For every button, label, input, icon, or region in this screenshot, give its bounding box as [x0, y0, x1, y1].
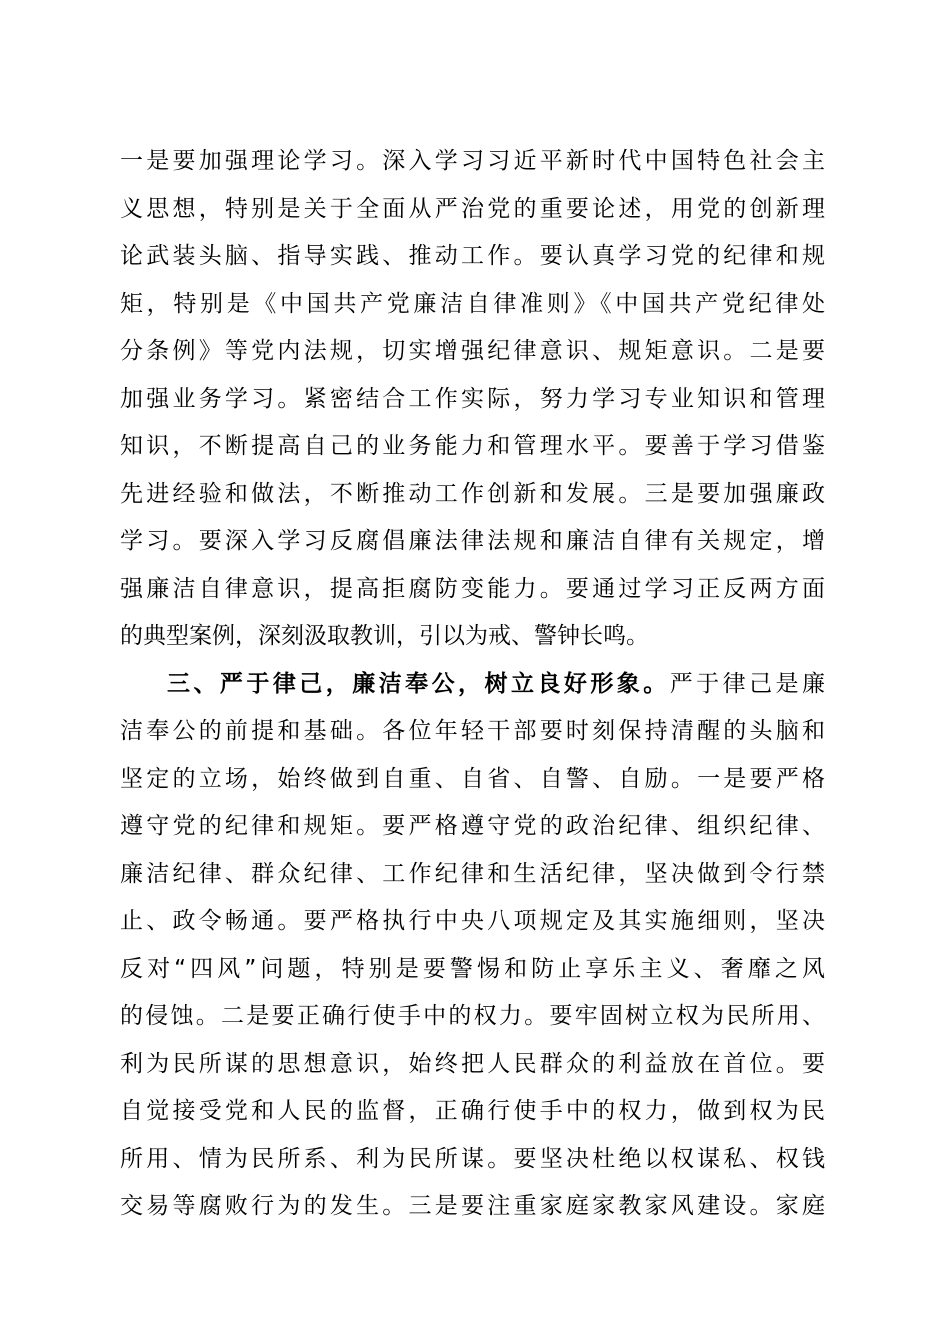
- text-line: 反对“四风”问题，特别是要警惕和防止享乐主义、奢靡之风: [120, 955, 825, 982]
- text-line: 知识，不断提高自己的业务能力和管理水平。要善于学习借鉴: [120, 433, 825, 459]
- heading-line-rest: 严于律己是廉: [669, 670, 826, 697]
- text-line: 遵守党的纪律和规矩。要严格遵守党的政治纪律、组织纪律、: [120, 813, 825, 839]
- text-line: 论武装头脑、指导实践、推动工作。要认真学习党的纪律和规: [120, 243, 825, 269]
- text-line: 廉洁纪律、群众纪律、工作纪律和生活纪律，坚决做到令行禁: [120, 860, 825, 887]
- text-line: 止、政令畅通。要严格执行中央八项规定及其实施细则，坚决: [120, 908, 825, 934]
- paragraph-2: [120, 661, 825, 1231]
- section-heading: 三、严于律己，廉洁奉公，树立良好形象。: [167, 670, 670, 697]
- text-line: 强廉洁自律意识，提高拒腐防变能力。要通过学习正反两方面: [120, 575, 825, 602]
- text-line: 加强业务学习。紧密结合工作实际，努力学习专业知识和管理: [120, 385, 825, 412]
- paragraph-1: [120, 138, 825, 661]
- text-line: 矩，特别是《中国共产党廉洁自律准则》《中国共产党纪律处: [120, 290, 825, 317]
- section-heading-line: [120, 661, 825, 709]
- text-line: 一是要加强理论学习。深入学习习近平新时代中国特色社会主: [120, 148, 825, 174]
- text-line: 自觉接受党和人民的监督，正确行使手中的权力，做到权为民: [120, 1098, 825, 1124]
- text-line: 洁奉公的前提和基础。各位年轻干部要时刻保持清醒的头脑和: [120, 718, 825, 744]
- text-line: 的侵蚀。二是要正确行使手中的权力。要牢固树立权为民所用、: [120, 1003, 825, 1029]
- text-line: 学习。要深入学习反腐倡廉法律法规和廉洁自律有关规定，增: [120, 528, 825, 554]
- text-line: 的典型案例，深刻汲取教训，引以为戒、警钟长鸣。: [120, 623, 649, 649]
- text-line: 所用、情为民所系、利为民所谋。要坚决杜绝以权谋私、权钱: [120, 1145, 825, 1172]
- text-line: 利为民所谋的思想意识，始终把人民群众的利益放在首位。要: [120, 1050, 825, 1077]
- text-line: 先进经验和做法，不断推动工作创新和发展。三是要加强廉政: [120, 480, 825, 507]
- text-line: 义思想，特别是关于全面从严治党的重要论述，用党的创新理: [120, 195, 825, 222]
- text-line: 分条例》等党内法规，切实增强纪律意识、规矩意识。二是要: [120, 338, 825, 364]
- text-line: 交易等腐败行为的发生。三是要注重家庭家教家风建设。家庭: [120, 1193, 825, 1219]
- text-line: 坚定的立场，始终做到自重、自省、自警、自励。一是要严格: [120, 765, 825, 792]
- document-body: [120, 138, 825, 1231]
